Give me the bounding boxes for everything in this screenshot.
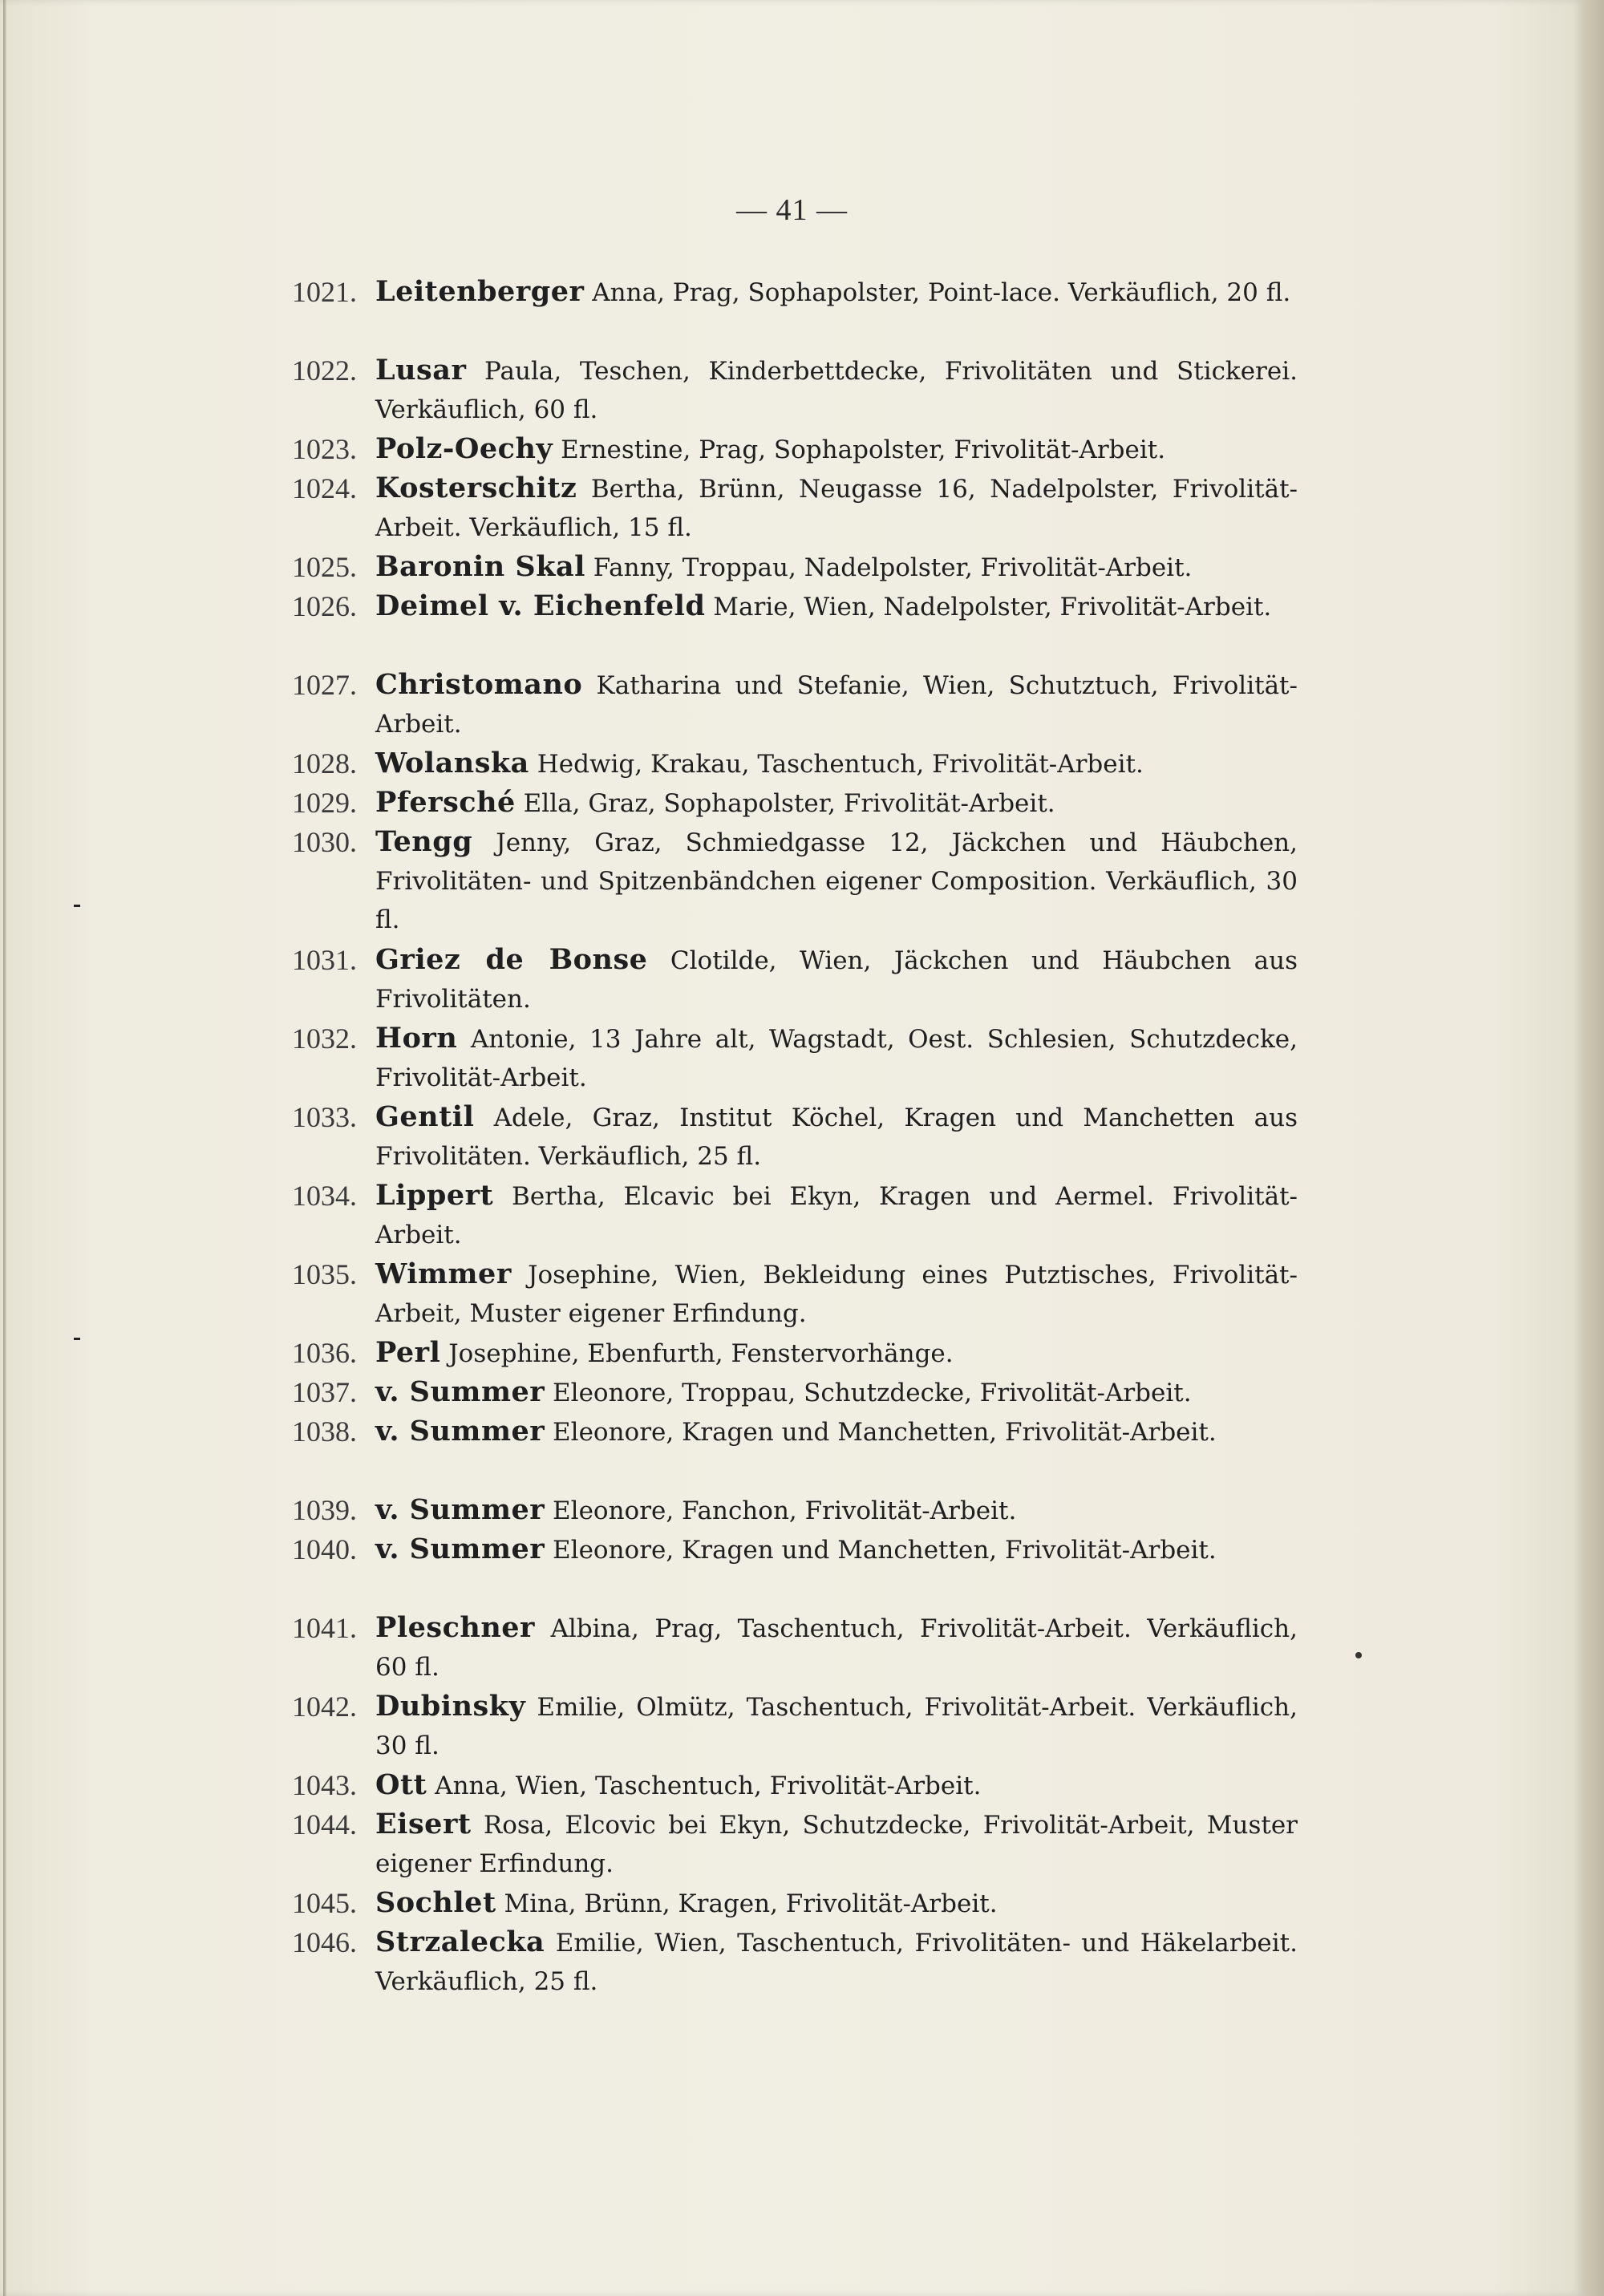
entry-text	[375, 1412, 1298, 1452]
entry-text	[375, 1373, 1298, 1412]
exhibitor-name: Christomano	[375, 668, 583, 701]
entry-description: Mina, Brünn, Kragen, Frivolität-Arbeit.	[496, 1889, 998, 1918]
margin-mark	[74, 905, 80, 907]
entry-text	[375, 1530, 1298, 1569]
exhibitor-name: Baronin Skal	[375, 550, 585, 583]
entry-number: 1044.	[292, 1808, 357, 1840]
entry-number: 1036.	[292, 1337, 357, 1369]
exhibitor-name: Strzalecka	[375, 1925, 545, 1958]
entry-number: 1027.	[292, 669, 357, 701]
entry-number: 1022.	[292, 354, 357, 387]
entry-description: Josephine, Ebenfurth, Fenstervorhänge.	[440, 1339, 954, 1368]
exhibitor-name: Tengg	[375, 825, 473, 858]
exhibitor-name: Ott	[375, 1768, 427, 1801]
entry-description: Jenny, Graz, Schmiedgasse 12, Jäckchen und Häubchen, Frivolitäten- und Spitzenbändchen eigener Composition. Verkäuflich, 30 fl.	[375, 828, 1298, 934]
entry-description: Bertha, Brünn, Neugasse 16, Nadelpolster, Frivolität-Arbeit. Verkäuflich, 15 fl.	[375, 475, 1298, 542]
entry-text	[375, 273, 1298, 312]
entry-description: Albina, Prag, Taschentuch, Frivolität-Arbeit. Verkäuflich, 60 fl.	[375, 1614, 1298, 1682]
exhibitor-name: Polz-Oechy	[375, 432, 553, 465]
entry-description: Fanny, Troppau, Nadelpolster, Frivolität-Arbeit.	[585, 553, 1193, 582]
entry-text	[375, 1176, 1298, 1254]
entry-description: Hedwig, Krakau, Taschentuch, Frivolität-Arbeit.	[529, 750, 1144, 779]
exhibitor-name: Gentil	[375, 1100, 475, 1133]
entry-number: 1041.	[292, 1612, 357, 1644]
exhibitor-name: Dubinsky	[375, 1690, 526, 1723]
entry-description: Rosa, Elcovic bei Ekyn, Schutzdecke, Frivolität-Arbeit, Muster eigener Erfindung.	[375, 1811, 1298, 1878]
entry-number: 1030.	[292, 826, 357, 858]
entry-description: Paula, Teschen, Kinderbettdecke, Frivolitäten und Stickerei. Verkäuflich, 60 fl.	[375, 357, 1298, 424]
entry-number: 1034.	[292, 1180, 357, 1212]
exhibitor-name: Wimmer	[375, 1257, 512, 1290]
entry-text	[375, 744, 1298, 784]
exhibitor-name: Perl	[375, 1336, 441, 1369]
entry-description: Bertha, Elcavic bei Ekyn, Kragen und Aermel. Frivolität-Arbeit.	[375, 1182, 1298, 1249]
entry-description: Emilie, Olmütz, Taschentuch, Frivolität-Arbeit. Verkäuflich, 30 fl.	[375, 1693, 1298, 1760]
exhibitor-name: Sochlet	[375, 1886, 496, 1919]
entry-text	[375, 1098, 1298, 1176]
entry-description: Antonie, 13 Jahre alt, Wagstadt, Oest. Schlesien, Schutzdecke, Frivolität-Arbeit.	[375, 1025, 1298, 1092]
page-binding-edge	[3, 0, 6, 2296]
exhibitor-name: v. Summer	[375, 1375, 545, 1408]
entry-text	[375, 430, 1298, 469]
exhibitor-name: v. Summer	[375, 1493, 545, 1526]
entry-number: 1045.	[292, 1887, 357, 1919]
entry-description: Ella, Graz, Sophapolster, Frivolität-Arbeit.	[515, 789, 1055, 818]
entry-number: 1032.	[292, 1022, 357, 1055]
exhibitor-name: Lippert	[375, 1179, 494, 1212]
entry-description: Ernestine, Prag, Sophapolster, Frivolität-Arbeit.	[553, 435, 1166, 464]
paper-speck	[1355, 1652, 1362, 1658]
entry-description: Eleonore, Kragen und Manchetten, Frivolität-Arbeit.	[545, 1536, 1217, 1565]
entry-number: 1046.	[292, 1926, 357, 1958]
entry-text	[375, 1687, 1298, 1765]
entry-text	[375, 1884, 1298, 1923]
exhibitor-name: Kosterschitz	[375, 472, 577, 504]
entry-number: 1028.	[292, 747, 357, 780]
entry-number: 1033.	[292, 1101, 357, 1133]
exhibitor-name: Deimel v. Eichenfeld	[375, 589, 706, 622]
entry-description: Eleonore, Fanchon, Frivolität-Arbeit.	[545, 1496, 1017, 1525]
entry-description: Eleonore, Kragen und Manchetten, Frivolität-Arbeit.	[545, 1418, 1217, 1447]
entry-number: 1021.	[292, 276, 357, 308]
entry-text	[375, 784, 1298, 823]
entry-number: 1040.	[292, 1533, 357, 1565]
entry-description: Josephine, Wien, Bekleidung eines Putztisches, Frivolität-Arbeit, Muster eigener Erfindung.	[375, 1261, 1298, 1328]
entry-text	[375, 587, 1298, 626]
entry-number: 1042.	[292, 1691, 357, 1723]
exhibitor-name: Lusar	[375, 354, 467, 387]
entry-text	[375, 1255, 1298, 1333]
entry-text	[375, 1491, 1298, 1530]
exhibitor-name: v. Summer	[375, 1533, 545, 1565]
exhibitor-name: Pfersché	[375, 786, 516, 819]
entry-text	[375, 1805, 1298, 1883]
entry-number: 1023.	[292, 433, 357, 465]
entry-description: Katharina und Stefanie, Wien, Schutztuch, Frivolität-Arbeit.	[375, 671, 1298, 739]
entry-number: 1039.	[292, 1494, 357, 1526]
entry-text	[375, 1609, 1298, 1687]
exhibitor-name: Griez de Bonse	[375, 943, 648, 976]
exhibitor-name: Leitenberger	[375, 275, 585, 308]
entry-text	[375, 941, 1298, 1018]
exhibitor-name: Pleschner	[375, 1611, 535, 1644]
entry-description: Marie, Wien, Nadelpolster, Frivolität-Arbeit.	[705, 593, 1272, 622]
page-fore-edge	[1584, 0, 1604, 2296]
margin-mark	[74, 1338, 80, 1340]
entry-description: Eleonore, Troppau, Schutzdecke, Frivolität-Arbeit.	[545, 1379, 1192, 1407]
entry-number: 1037.	[292, 1376, 357, 1408]
entry-text	[375, 351, 1298, 429]
entry-number: 1035.	[292, 1258, 357, 1290]
entry-description: Anna, Wien, Taschentuch, Frivolität-Arbeit.	[427, 1772, 982, 1800]
entry-text	[375, 823, 1298, 939]
entry-text	[375, 666, 1298, 743]
entry-number: 1025.	[292, 551, 357, 583]
exhibitor-name: Horn	[375, 1022, 458, 1055]
entry-description: Clotilde, Wien, Jäckchen und Häubchen aus Frivolitäten.	[375, 946, 1298, 1014]
entry-text	[375, 1019, 1298, 1097]
entry-text	[375, 1334, 1298, 1373]
entry-number: 1031.	[292, 944, 357, 976]
entry-text	[375, 1766, 1298, 1805]
entry-description: Anna, Prag, Sophapolster, Point-lace. Verkäuflich, 20 fl.	[584, 278, 1291, 307]
entry-text	[375, 1923, 1298, 2001]
page-number: — 41 —	[736, 193, 848, 227]
entry-text	[375, 548, 1298, 587]
entry-number: 1026.	[292, 590, 357, 622]
entry-number: 1043.	[292, 1769, 357, 1801]
entry-text	[375, 469, 1298, 547]
entry-number: 1024.	[292, 472, 357, 504]
exhibitor-name: Wolanska	[375, 747, 529, 780]
entry-description: Adele, Graz, Institut Köchel, Kragen und Manchetten aus Frivolitäten. Verkäuflich, 25 fl.	[375, 1103, 1298, 1171]
entry-number: 1038.	[292, 1415, 357, 1448]
exhibitor-name: v. Summer	[375, 1415, 545, 1448]
entry-number: 1029.	[292, 787, 357, 819]
entry-description: Emilie, Wien, Taschentuch, Frivolitäten- und Häkelarbeit. Verkäuflich, 25 fl.	[375, 1929, 1298, 1996]
exhibitor-name: Eisert	[375, 1808, 472, 1840]
